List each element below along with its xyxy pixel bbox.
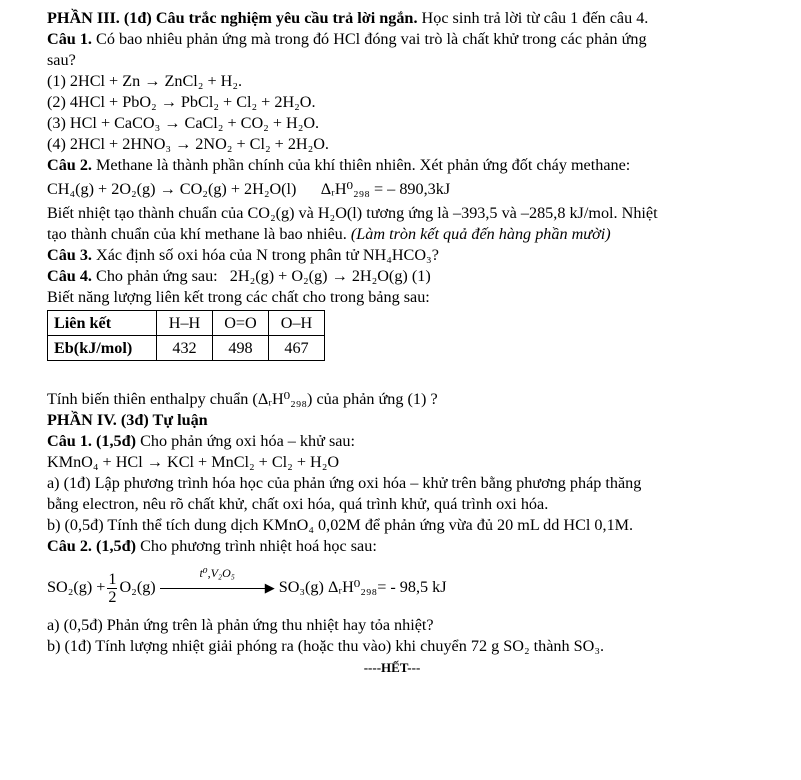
q2-rounding-note: (Làm tròn kết quả đến hàng phần mười)	[350, 225, 611, 243]
q4-text: Cho phản ứng sau: 2H₂(g) + O₂(g) → 2H₂O(g) (1)	[91, 267, 431, 285]
exam-page	[47, 8, 772, 678]
q4-line	[47, 266, 772, 287]
q2-given-line1: Biết nhiệt tạo thành chuẩn của CO₂(g) và H₂O(l) tương ứng là –393,5 và –285,8 kJ/mol. Nhiệt	[47, 204, 658, 222]
q2-text: Methane là thành phần chính của khí thiên nhiên. Xét phản ứng đốt cháy methane:	[91, 156, 631, 174]
q2-given-text: tạo thành chuẩn của khí methane là bao nhiêu.	[47, 225, 351, 243]
q2-equation: CH₄(g) + 2O₂(g) → CO₂(g) + 2H₂O(l) ΔᵣH⁰₂₉₈ = – 890,3kJ	[47, 180, 451, 198]
p4q2-label: Câu 2. (1,5đ)	[47, 537, 137, 555]
q2-line	[47, 155, 772, 176]
p4q2-part-b: b) (1đ) Tính lượng nhiệt giải phóng ra (hoặc thu vào) khi chuyển 72 g SO₂ thành SO₃.	[47, 637, 605, 655]
eq-right: SO₃(g) ΔᵣH⁰₂₉₈= - 98,5 kJ	[278, 578, 447, 596]
eq-left: SO₂(g) +	[47, 578, 106, 596]
p4q1-label: Câu 1. (1,5đ)	[47, 432, 137, 450]
p4q2-equation	[47, 567, 772, 607]
part3-instruction: Học sinh trả lời từ câu 1 đến câu 4.	[417, 9, 649, 27]
table-cell: O=O	[213, 311, 269, 336]
p4q1-text: Cho phản ứng oxi hóa – khử sau:	[136, 432, 356, 450]
part3-title: PHẦN III. (1đ) Câu trắc nghiệm yêu cầu trả lời ngắn.	[47, 9, 418, 27]
eq-o2: O₂(g)	[119, 578, 156, 596]
p4q2-line	[47, 536, 772, 557]
q4-ask: Tính biến thiên enthalpy chuẩn (ΔᵣH⁰₂₉₈) của phản ứng (1) ?	[47, 390, 438, 408]
q2-given-line2	[47, 224, 772, 245]
part4-title: PHẦN IV. (3đ) Tự luận	[47, 411, 208, 429]
q1-line2: sau?	[47, 51, 76, 69]
spacer	[47, 361, 772, 383]
p4q1-part-b: b) (0,5đ) Tính thể tích dung dịch KMnO₄ 0,02M để phản ứng vừa đủ 20 mL dd HCl 0,1M.	[47, 516, 634, 534]
q3-label: Câu 3.	[47, 246, 92, 264]
p4q1-line	[47, 431, 772, 452]
q4-label: Câu 4.	[47, 267, 92, 285]
p4q2-text: Cho phương trình nhiệt hoá học sau:	[136, 537, 377, 555]
q1-label: Câu 1.	[47, 30, 92, 48]
q3-text: Xác định số oxi hóa của N trong phân tử NH₄HCO₃?	[91, 246, 439, 264]
q2-label: Câu 2.	[47, 156, 92, 174]
q1-reaction-1: (1) 2HCl + Zn → ZnCl₂ + H₂.	[47, 72, 243, 90]
table-row	[48, 336, 325, 361]
table-cell: O–H	[269, 311, 325, 336]
q1-reaction-4: (4) 2HCl + 2HNO₃ → 2NO₂ + Cl₂ + 2H₂O.	[47, 135, 329, 153]
q4-table-intro: Biết năng lượng liên kết trong các chất cho trong bảng sau:	[47, 288, 430, 306]
table-header-cell: Liên kết	[48, 311, 157, 336]
arrow-shaft	[160, 588, 268, 589]
p4q2-part-a: a) (0,5đ) Phản ứng trên là phản ứng thu nhiệt hay tỏa nhiệt?	[47, 616, 434, 634]
fraction-denominator: 2	[108, 587, 117, 606]
q1-line1	[47, 29, 772, 50]
one-half-fraction	[107, 571, 117, 606]
q1-text: Có bao nhiêu phản ứng mà trong đó HCl đóng vai trò là chất khử trong các phản ứng	[91, 30, 647, 48]
table-cell: H–H	[157, 311, 213, 336]
table-cell: 432	[157, 336, 213, 361]
q1-reaction-2: (2) 4HCl + PbO₂ → PbCl₂ + Cl₂ + 2H₂O.	[47, 93, 316, 111]
table-header-cell: Eb(kJ/mol)	[48, 336, 157, 361]
end-marker: ----HẾT---	[363, 660, 421, 675]
reaction-arrow	[160, 566, 275, 597]
q3-line	[47, 245, 772, 266]
arrow-condition: t⁰,V₂O₅	[199, 566, 235, 581]
q1-reaction-3: (3) HCl + CaCO₃ → CaCl₂ + CO₂ + H₂O.	[47, 114, 320, 132]
arrow-head-icon: ▶	[264, 580, 275, 596]
bond-energy-table	[47, 310, 325, 361]
p4q1-part-a-line1: a) (1đ) Lập phương trình hóa học của phản ứng oxi hóa – khử trên bằng phương pháp thăng	[47, 474, 642, 492]
p4q1-part-a-line2: bằng electron, nêu rõ chất khử, chất oxi hóa, quá trình khử, quá trình oxi hóa.	[47, 495, 549, 513]
p4q1-equation: KMnO₄ + HCl → KCl + MnCl₂ + Cl₂ + H₂O	[47, 453, 340, 471]
part3-heading	[47, 8, 772, 29]
table-row	[48, 311, 325, 336]
table-cell: 498	[213, 336, 269, 361]
fraction-numerator: 1	[108, 569, 117, 588]
table-cell: 467	[269, 336, 325, 361]
